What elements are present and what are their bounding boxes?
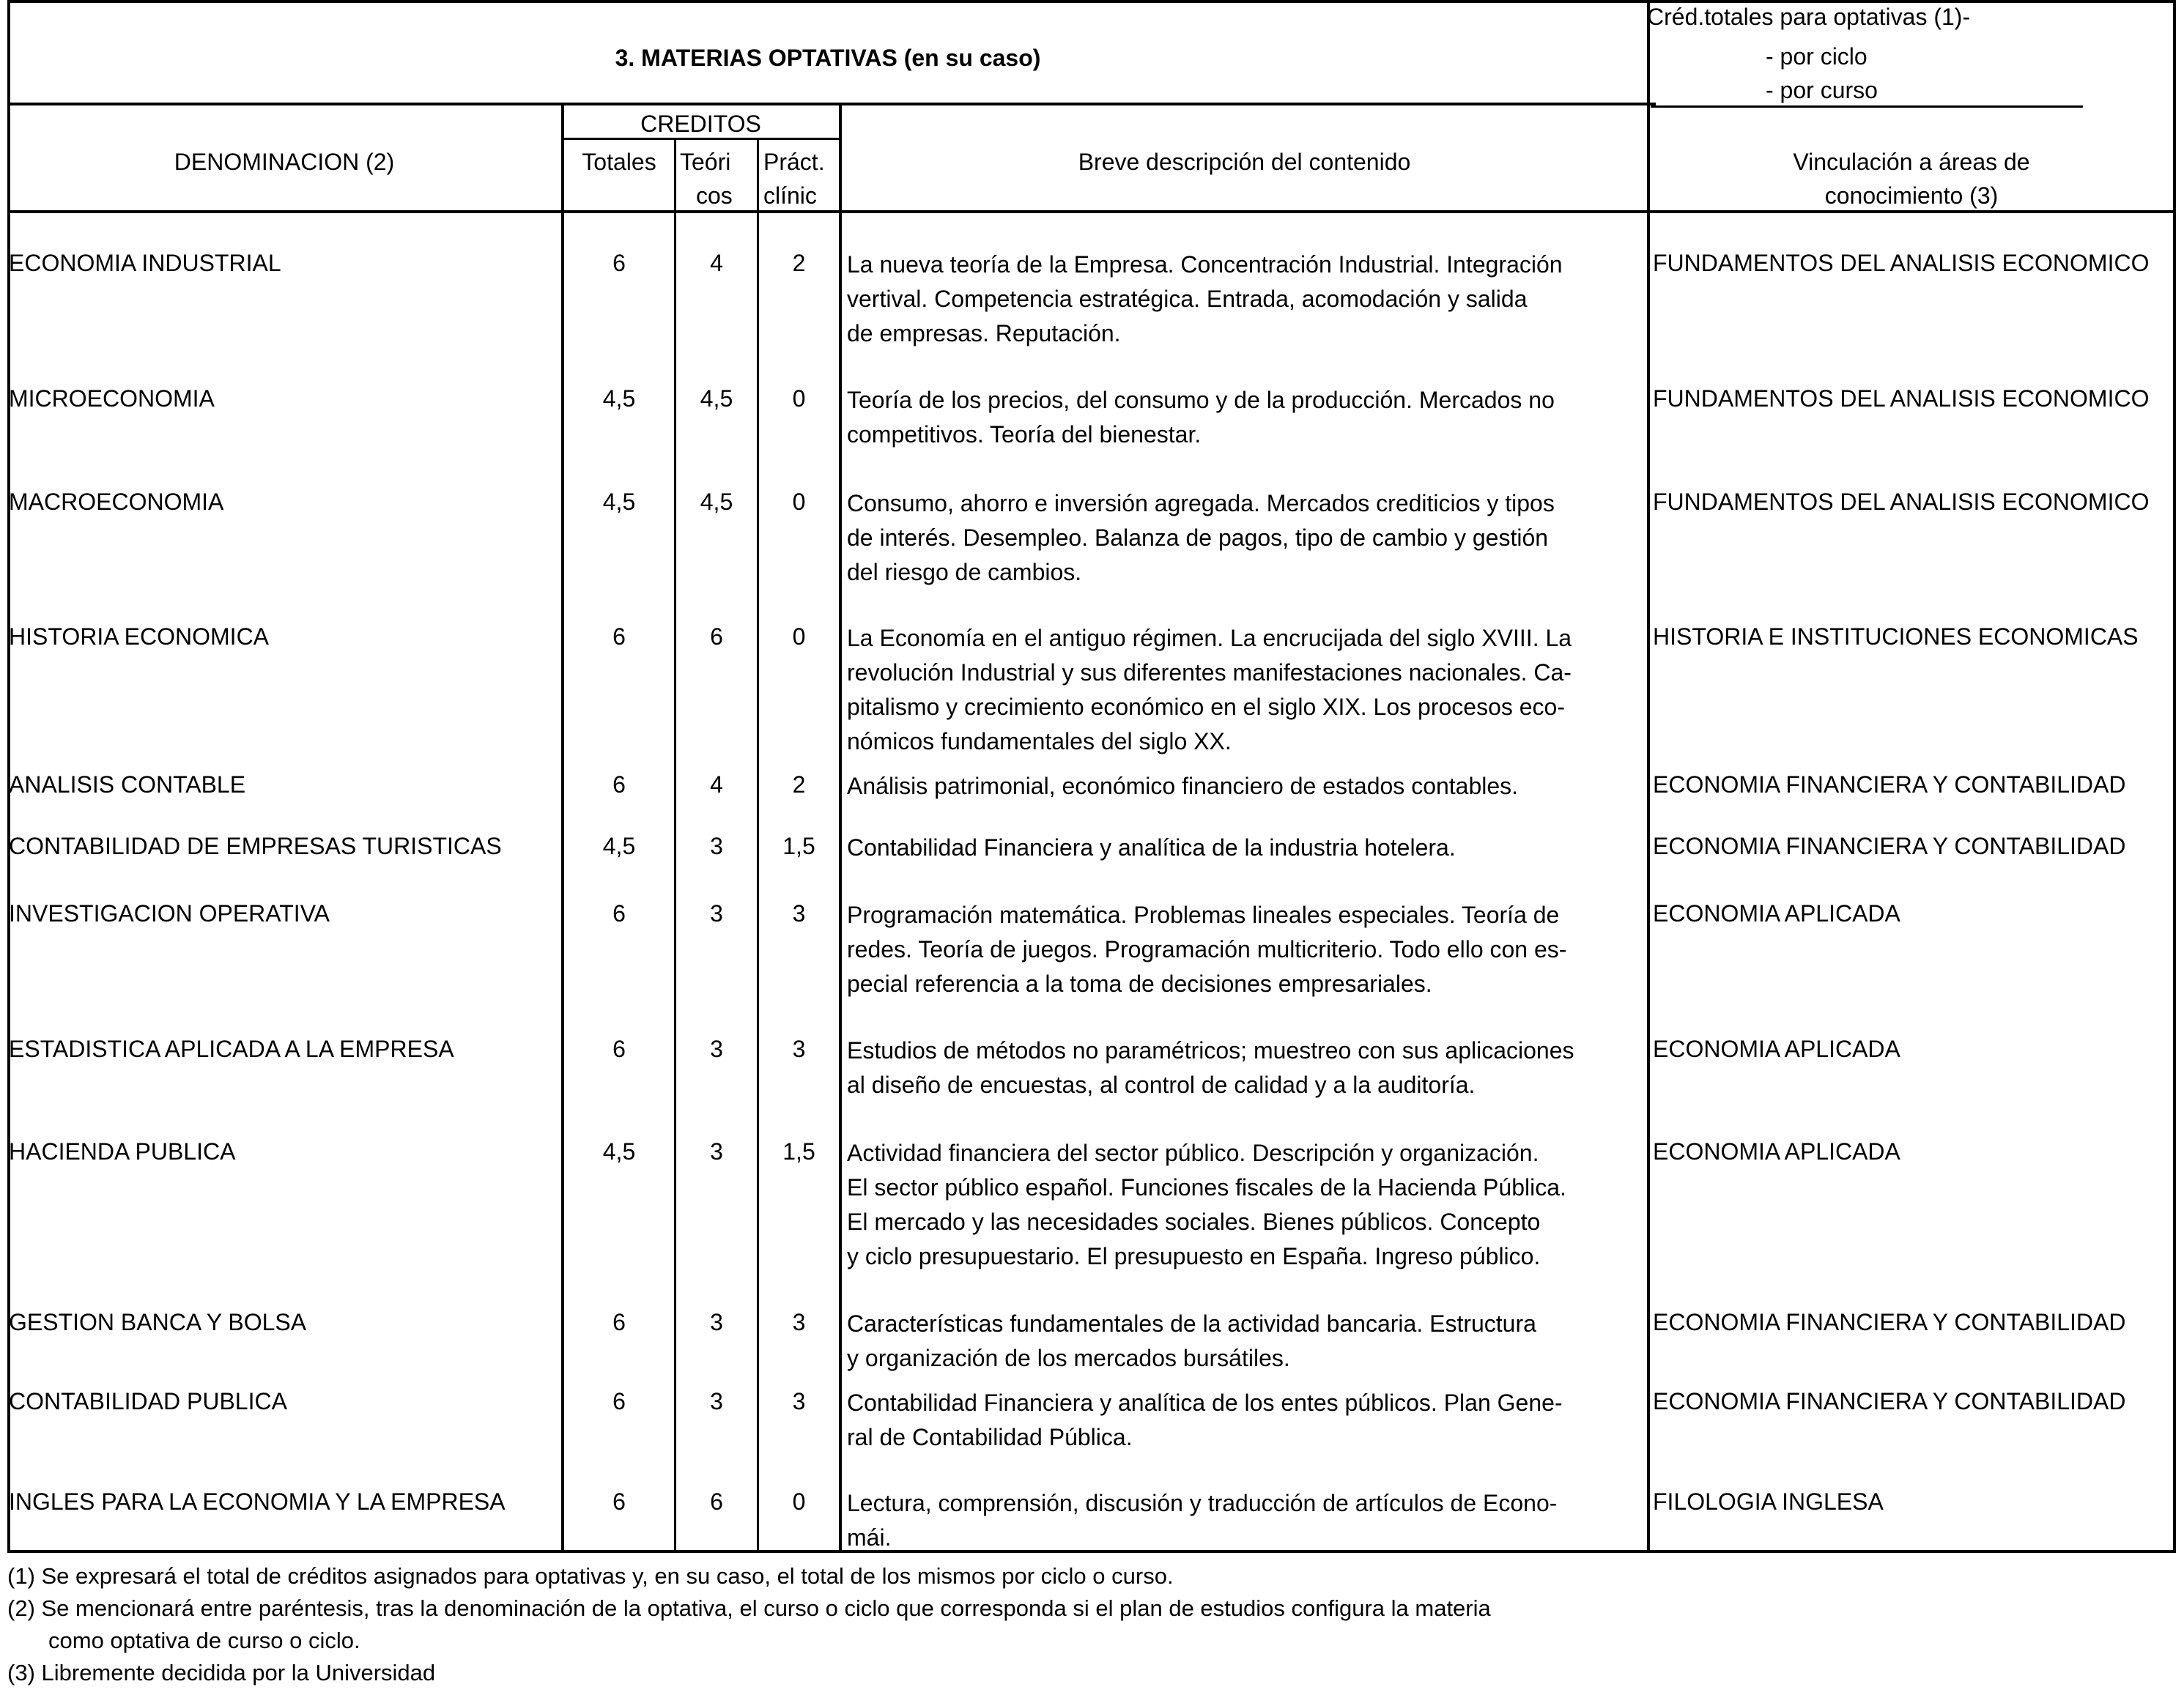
footnote-2-cont: como optativa de curso o ciclo. xyxy=(48,1628,360,1653)
description-line: nómicos fundamentales del siglo XX. xyxy=(847,728,1232,754)
description-line: mái. xyxy=(847,1524,892,1551)
row-totales: 6 xyxy=(612,1488,626,1515)
row-totales: 4,5 xyxy=(602,385,636,412)
row-name: CONTABILIDAD DE EMPRESAS TURISTICAS xyxy=(9,833,502,859)
row-totales: 6 xyxy=(612,623,626,650)
row-teoricos: 3 xyxy=(710,1138,723,1165)
row-name: HISTORIA ECONOMICA xyxy=(9,623,270,650)
row-name: HACIENDA PUBLICA xyxy=(9,1138,236,1165)
row-totales: 4,5 xyxy=(602,1138,636,1165)
col-line-area-left xyxy=(1647,0,1650,1553)
cred-por-curso-label: - por curso xyxy=(1766,77,1878,103)
row-description xyxy=(847,1136,1646,1274)
row-totales: 6 xyxy=(612,1309,626,1335)
row-description xyxy=(847,1486,1646,1555)
header-descripcion: Breve descripción del contenido xyxy=(1078,149,1411,175)
footnote-1: (1) Se expresará el total de créditos asignados para optativas y, en su caso, el total de los mismos por ciclo o curso. xyxy=(7,1563,1174,1589)
row-practicos: 1,5 xyxy=(782,833,815,859)
header-practicos-line1: Práct. xyxy=(763,149,825,175)
description-line: y organización de los mercados bursátiles. xyxy=(847,1345,1290,1371)
row-area: ECONOMIA APLICADA xyxy=(1653,900,1900,927)
row-area: ECONOMIA APLICADA xyxy=(1653,1138,1900,1165)
row-teoricos: 3 xyxy=(710,1309,723,1335)
row-teoricos: 3 xyxy=(710,833,723,859)
row-name: INVESTIGACION OPERATIVA xyxy=(9,900,330,927)
row-practicos: 3 xyxy=(792,900,806,927)
row-practicos: 0 xyxy=(792,623,806,650)
row-description xyxy=(847,383,1646,452)
row-area: ECONOMIA FINANCIERA Y CONTABILIDAD xyxy=(1653,1309,2126,1335)
row-teoricos: 4 xyxy=(710,771,723,798)
row-practicos: 0 xyxy=(792,1488,806,1515)
page-title: 3. MATERIAS OPTATIVAS (en su caso) xyxy=(615,45,1041,71)
row-teoricos: 3 xyxy=(710,900,723,927)
description-line: pitalismo y crecimiento económico en el siglo XIX. Los procesos eco- xyxy=(847,694,1565,720)
row-area: HISTORIA E INSTITUCIONES ECONOMICAS xyxy=(1653,623,2139,650)
row-description xyxy=(847,831,1646,865)
row-area: ECONOMIA FINANCIERA Y CONTABILIDAD xyxy=(1653,833,2126,859)
description-line: Lectura, comprensión, discusión y traducción de artículos de Econo- xyxy=(847,1490,1558,1516)
description-line: Programación matemática. Problemas lineales especiales. Teoría de xyxy=(847,902,1560,928)
row-practicos: 3 xyxy=(792,1309,806,1335)
row-name: GESTION BANCA Y BOLSA xyxy=(9,1309,307,1335)
description-line: La Economía en el antiguo régimen. La encrucijada del siglo XVIII. La xyxy=(847,625,1572,651)
row-teoricos: 4 xyxy=(710,250,723,276)
row-teoricos: 4,5 xyxy=(700,489,733,515)
cred-totales-label: Créd.totales para optativas (1)- xyxy=(1647,4,1971,30)
description-line: El mercado y las necesidades sociales. Bienes públicos. Concepto xyxy=(847,1209,1541,1235)
description-line: Estudios de métodos no paramétricos; muestreo con sus aplicaciones xyxy=(847,1037,1574,1064)
row-totales: 6 xyxy=(612,250,626,276)
row-totales: 6 xyxy=(612,771,626,798)
description-line: vertival. Competencia estratégica. Entrada, acomodación y salida xyxy=(847,286,1528,312)
description-line: Actividad financiera del sector público. Descripción y organización. xyxy=(847,1140,1539,1166)
description-line: redes. Teoría de juegos. Programación multicriterio. Todo ello con es- xyxy=(847,936,1567,963)
header-teoricos-line2: cos xyxy=(696,182,733,209)
description-line: revolución Industrial y sus diferentes manifestaciones nacionales. Ca- xyxy=(847,659,1572,686)
row-name: MICROECONOMIA xyxy=(9,385,215,412)
row-teoricos: 3 xyxy=(710,1388,723,1414)
header-creditos: CREDITOS xyxy=(640,111,761,137)
description-line: al diseño de encuestas, al control de calidad y a la auditoría. xyxy=(847,1072,1476,1098)
table-border-right xyxy=(2173,0,2176,1553)
description-line: del riesgo de cambios. xyxy=(847,559,1082,585)
col-line-desc-left xyxy=(839,105,842,1553)
row-totales: 6 xyxy=(612,900,626,927)
description-line: La nueva teoría de la Empresa. Concentración Industrial. Integración xyxy=(847,251,1563,278)
row-totales: 4,5 xyxy=(602,833,636,859)
row-practicos: 3 xyxy=(792,1388,806,1414)
footnote-2: (2) Se mencionará entre paréntesis, tras la denominación de la optativa, el curso o ciclo que corresponda si el plan de estudios configura la materia xyxy=(7,1595,1491,1621)
row-name: MACROECONOMIA xyxy=(9,489,224,515)
row-teoricos: 4,5 xyxy=(700,385,733,412)
row-description xyxy=(847,486,1646,590)
header-teoricos-line1: Teóri xyxy=(680,149,731,175)
row-totales: 6 xyxy=(612,1036,626,1062)
description-line: de empresas. Reputación. xyxy=(847,320,1121,346)
description-line: Análisis patrimonial, económico financiero de estados contables. xyxy=(847,773,1519,799)
description-line: Contabilidad Financiera y analítica de los entes públicos. Plan Gene- xyxy=(847,1390,1563,1416)
row-description xyxy=(847,621,1646,759)
cred-por-ciclo-label: - por ciclo xyxy=(1766,43,1867,70)
header-divider xyxy=(7,103,1656,105)
header-vinculacion-line1: Vinculación a áreas de xyxy=(1793,149,2030,175)
description-line: pecial referencia a la toma de decisiones empresariales. xyxy=(847,971,1432,997)
row-area: FUNDAMENTOS DEL ANALISIS ECONOMICO xyxy=(1653,489,2150,515)
description-line: Contabilidad Financiera y analítica de la industria hotelera. xyxy=(847,834,1456,861)
row-description xyxy=(847,769,1646,804)
row-description xyxy=(847,248,1646,351)
header-vinculacion-line2: conocimiento (3) xyxy=(1824,182,1999,209)
row-practicos: 0 xyxy=(792,385,806,412)
row-practicos: 0 xyxy=(792,489,806,515)
row-teoricos: 3 xyxy=(710,1036,723,1062)
row-area: ECONOMIA FINANCIERA Y CONTABILIDAD xyxy=(1653,771,2126,798)
row-description xyxy=(847,898,1646,1001)
header-practicos-line2: clínic xyxy=(763,182,817,209)
row-totales: 6 xyxy=(612,1388,626,1414)
row-area: ECONOMIA FINANCIERA Y CONTABILIDAD xyxy=(1653,1388,2126,1414)
description-line: Consumo, ahorro e inversión agregada. Mercados crediticios y tipos xyxy=(847,490,1555,516)
description-line: competitivos. Teoría del bienestar. xyxy=(847,421,1202,448)
description-line: ral de Contabilidad Pública. xyxy=(847,1424,1133,1450)
row-teoricos: 6 xyxy=(710,623,723,650)
header-denominacion: DENOMINACION (2) xyxy=(174,149,395,175)
row-totales: 4,5 xyxy=(602,489,636,515)
row-practicos: 2 xyxy=(792,771,806,798)
description-line: y ciclo presupuestario. El presupuesto en España. Ingreso público. xyxy=(847,1243,1541,1269)
row-name: INGLES PARA LA ECONOMIA Y LA EMPRESA xyxy=(9,1488,506,1515)
row-area: FILOLOGIA INGLESA xyxy=(1653,1488,1884,1515)
description-line: El sector público español. Funciones fiscales de la Hacienda Pública. xyxy=(847,1174,1566,1201)
row-area: ECONOMIA APLICADA xyxy=(1653,1036,1900,1062)
row-area: FUNDAMENTOS DEL ANALISIS ECONOMICO xyxy=(1653,385,2150,412)
row-name: CONTABILIDAD PUBLICA xyxy=(9,1388,287,1414)
row-name: ANALISIS CONTABLE xyxy=(9,771,246,798)
row-teoricos: 6 xyxy=(710,1488,723,1515)
row-practicos: 1,5 xyxy=(782,1138,815,1165)
row-description xyxy=(847,1386,1646,1455)
row-practicos: 2 xyxy=(792,250,806,276)
row-name: ESTADISTICA APLICADA A LA EMPRESA xyxy=(9,1036,454,1062)
row-description xyxy=(847,1034,1646,1102)
footnote-3: (3) Libremente decidida por la Universidad xyxy=(7,1660,436,1685)
description-line: Características fundamentales de la actividad bancaria. Estructura xyxy=(847,1310,1536,1337)
description-line: de interés. Desempleo. Balanza de pagos, tipo de cambio y gestión xyxy=(847,524,1549,551)
description-line: Teoría de los precios, del consumo y de la producción. Mercados no xyxy=(847,387,1555,413)
row-description xyxy=(847,1307,1646,1376)
header-totales: Totales xyxy=(582,149,656,175)
row-area: FUNDAMENTOS DEL ANALISIS ECONOMICO xyxy=(1653,250,2150,276)
document-page xyxy=(7,0,2183,1695)
row-name: ECONOMIA INDUSTRIAL xyxy=(9,250,281,276)
row-practicos: 3 xyxy=(792,1036,806,1062)
